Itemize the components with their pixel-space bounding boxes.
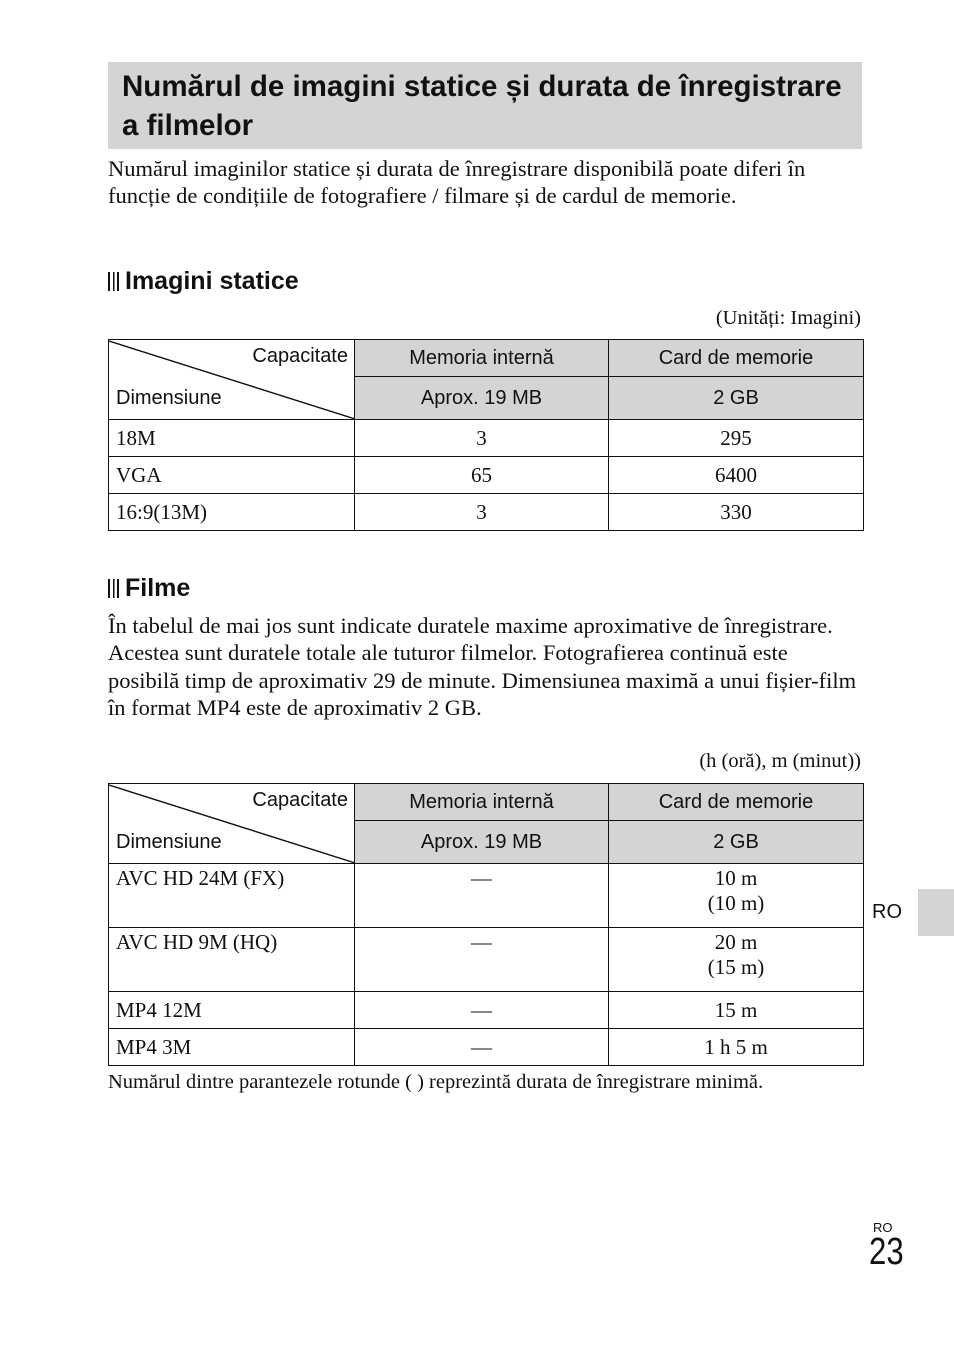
capacity-label: Capacitate: [252, 345, 348, 367]
row-card-cell: [609, 864, 864, 928]
size-label: Dimensiune: [116, 387, 222, 409]
row-card: 20 m: [714, 930, 758, 954]
movies-units-note: (h (oră), m (minut)): [699, 750, 861, 772]
footnote: Numărul dintre parantezele rotunde ( ) reprezintă durata de înregistrare minimă.: [108, 1071, 764, 1093]
row-card: 15 m: [609, 992, 864, 1029]
row-internal: —: [355, 864, 609, 928]
row-card-min: (15 m): [707, 955, 765, 979]
col-internal-size: Aprox. 19 MB: [355, 821, 609, 864]
title-banner: [108, 62, 862, 149]
row-card: 1 h 5 m: [609, 1029, 864, 1066]
row-size: 16:9(13M): [109, 494, 355, 531]
header-diagonal-cell: [109, 784, 355, 864]
page-title: Numărul de imagini statice și durata de înregistrare a filmelor: [122, 70, 842, 142]
movies-heading-text: Filme: [125, 574, 191, 602]
table-row: [109, 864, 864, 928]
row-size: AVC HD 24M (FX): [109, 864, 355, 928]
col-memory-card: Card de memorie: [609, 784, 864, 821]
row-card: 10 m: [714, 866, 758, 890]
col-internal-memory: Memoria internă: [355, 340, 609, 377]
row-internal: 3: [355, 420, 609, 457]
section-marker-icon: [108, 272, 119, 291]
movies-table: [108, 783, 864, 1066]
row-card: 295: [609, 420, 864, 457]
still-images-table: [108, 339, 864, 531]
row-internal: 65: [355, 457, 609, 494]
still-units-note: (Unități: Imagini): [715, 307, 861, 329]
still-images-heading-text: Imagini statice: [125, 267, 299, 295]
col-memory-card: Card de memorie: [609, 340, 864, 377]
row-internal: —: [355, 1029, 609, 1066]
row-internal: —: [355, 992, 609, 1029]
movies-heading: [108, 573, 190, 603]
col-internal-memory: Memoria internă: [355, 784, 609, 821]
table-row: [109, 457, 864, 494]
still-images-heading: [108, 266, 299, 296]
table-row: [109, 494, 864, 531]
page-language-label: RO: [873, 1220, 893, 1235]
intro-paragraph: Numărul imaginilor statice și durata de înregistrare disponibilă poate diferi în funcție de condițiile de fotografiere / filmare și de cardul de memorie.: [108, 156, 806, 209]
table-row: [109, 992, 864, 1029]
size-label: Dimensiune: [116, 831, 222, 853]
header-diagonal-cell: [109, 340, 355, 420]
section-marker-icon: [108, 579, 119, 598]
col-card-size: 2 GB: [609, 821, 864, 864]
col-card-size: 2 GB: [609, 377, 864, 420]
row-size: MP4 3M: [109, 1029, 355, 1066]
row-size: 18M: [109, 420, 355, 457]
col-internal-size: Aprox. 19 MB: [355, 377, 609, 420]
row-card-cell: [609, 928, 864, 992]
table-row: [109, 928, 864, 992]
table-row: [109, 420, 864, 457]
row-size: AVC HD 9M (HQ): [109, 928, 355, 992]
row-size: MP4 12M: [109, 992, 355, 1029]
capacity-label: Capacitate: [252, 789, 348, 811]
movies-intro-paragraph: În tabelul de mai jos sunt indicate duratele maxime aproximative de înregistrare. Acestea sunt duratele totale ale tuturor filmelor. Fotografierea continuă este posibilă timp de aproximativ 29 de minute. Dimensiunea maximă a unui fișier-film în format MP4 este de aproximativ 2 GB.: [108, 613, 857, 720]
row-internal: —: [355, 928, 609, 992]
row-size: VGA: [109, 457, 355, 494]
row-card: 330: [609, 494, 864, 531]
table-row: [109, 1029, 864, 1066]
page-number: 23: [869, 1231, 904, 1273]
side-language-tab: RO: [872, 901, 902, 923]
side-tab-bar: [918, 889, 954, 936]
row-internal: 3: [355, 494, 609, 531]
row-card-min: (10 m): [707, 891, 765, 915]
row-card: 6400: [609, 457, 864, 494]
